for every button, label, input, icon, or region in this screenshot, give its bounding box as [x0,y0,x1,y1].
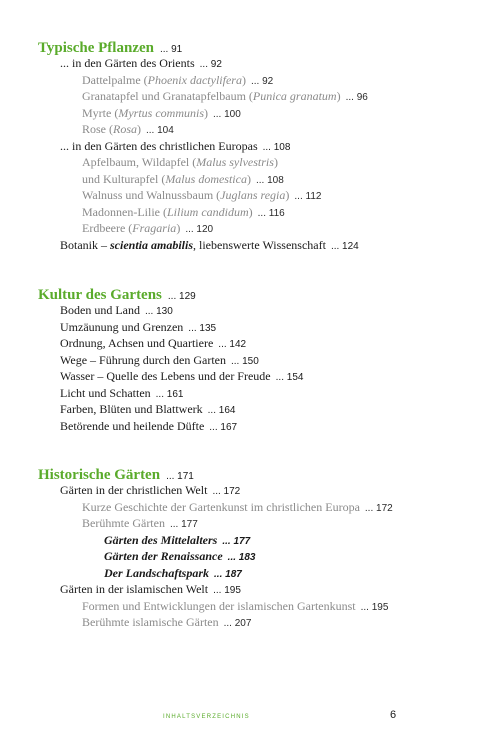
entry-text: ... in den Gärten des christlichen Europas [60,138,258,153]
toc-entry [60,385,183,402]
entry-text-suffix: ) [336,89,341,103]
entry-latin-name: Malus sylvestris [196,155,274,169]
entry-page-number: ... 172 [212,486,241,497]
entry-text-suffix: ) [137,122,141,136]
entry-text-suffix: ) [248,204,253,219]
toc-entry [60,237,359,254]
entry-text-suffix: ) [285,188,290,202]
toc-entry [82,499,393,516]
entry-latin-name: Lilium candidum [166,204,249,219]
footer-label: INHALTSVERZEICHNIS [163,714,250,720]
toc-entry [60,138,290,155]
entry-page-number: ... 195 [213,585,241,596]
toc-entry [60,482,240,499]
entry-text: Formen und Entwicklungen der islamischen Gartenkunst [82,598,356,613]
toc-entry [60,352,259,369]
entry-text: Berühmte Gärten [82,516,165,530]
entry-page-number: ... 92 [199,59,222,70]
toc-entry [60,401,235,418]
toc-entry [82,614,251,631]
entry-page-number: ... 161 [155,388,184,400]
entry-text: Walnuss und Walnussbaum ( [82,188,221,202]
entry-text: Berühmte islamische Gärten [82,615,219,629]
entry-text: Botanik – [60,237,110,252]
entry-page-number: ... 104 [146,125,174,136]
entry-page-number: ... 108 [262,141,291,153]
entry-latin-name: Phoenix dactylifera [147,72,242,87]
entry-page-number: ... 172 [364,502,393,514]
entry-text: Der Landschaftspark [104,565,210,580]
entry-text: Gärten der Renaissance [104,549,223,563]
section-title-text: Kultur des Gartens [38,287,162,303]
entry-latin-name: Myrtus communis [118,105,204,120]
toc-entry [60,418,237,435]
entry-text: Erdbeere ( [82,221,133,235]
toc-entry [82,105,241,122]
entry-page-number: ... 92 [250,75,274,87]
entry-text: ... in den Gärten des Orients [60,56,195,70]
entry-page-number: ... 150 [230,355,259,367]
toc-entry [82,598,388,615]
entry-page-number: ... 195 [360,601,389,613]
entry-page-number: ... 135 [188,322,217,334]
entry-page-number: ... 124 [330,240,359,252]
toc-entry [82,88,368,105]
entry-latin-name: Malus domestica [165,171,247,186]
toc-entry [82,220,213,237]
toc-entry [60,55,222,72]
entry-text: Wege – Führung durch den Garten [60,352,226,367]
entry-page-number: ... 154 [275,372,304,383]
toc-entry [104,548,255,565]
entry-text-suffix: ) [273,155,278,169]
entry-text: Dattelpalme ( [82,72,148,87]
toc-entry [82,515,198,532]
entry-page-number: ... 187 [214,568,242,580]
entry-text: Licht und Schatten [60,385,151,400]
entry-page-number: ... 183 [227,552,256,563]
entry-page-number: ... 100 [213,108,241,120]
entry-page-number: ... 116 [257,207,285,219]
toc-entry [82,121,174,138]
entry-text-suffix: ) [176,221,181,235]
toc-entry [82,204,285,221]
entry-text: Apfelbaum, Wildapfel ( [82,155,197,169]
entry-text: Wasser – Quelle des Lebens und der Freude [60,369,271,383]
entry-page-number: ... 96 [345,92,368,103]
entry-latin-name: Juglans regia [220,188,286,202]
entry-text: Gärten in der islamischen Welt [60,582,209,596]
toc-entry [60,319,216,336]
toc-entry [60,368,303,385]
section-title-text: Historische Gärten [38,467,161,483]
toc-entry [60,335,246,352]
entry-page-number: ... 112 [294,191,322,202]
entry-text: Ordnung, Achsen und Quartiere [60,336,214,350]
toc-entry [82,187,321,204]
entry-page-number: ... 130 [145,306,173,317]
entry-page-number: ... 142 [218,339,247,350]
entry-text: Granatapfel und Granatapfelbaum ( [82,89,253,103]
entry-text: Gärten in der christlichen Welt [60,483,208,497]
toc-entry [82,171,284,188]
toc-entry [82,72,273,89]
entry-page-number: ... 207 [223,618,252,629]
entry-text: Rose ( [82,122,113,136]
entry-text: Kurze Geschichte der Gartenkunst im christlichen Europa [82,499,360,514]
entry-text-suffix: ) [241,72,246,87]
page-number: 6 [390,709,397,721]
entry-text: Betörende und heilende Düfte [60,418,205,433]
toc-entry [104,532,250,549]
toc-entry [104,565,242,582]
entry-text: Farben, Blüten und Blattwerk [60,402,203,416]
entry-latin-name: Rosa [113,122,137,136]
entry-text: Umzäunung und Grenzen [60,319,184,334]
entry-page-number: ... 164 [207,405,236,416]
entry-latin-name: Punica granatum [252,89,337,103]
entry-latin-name: Fragaria [132,221,177,235]
toc-entry [82,154,278,171]
entry-text-suffix: ) [204,105,208,120]
toc-entry [60,302,173,319]
entry-text: und Kulturapfel ( [82,171,166,186]
entry-text: Madonnen-Lilie ( [82,204,167,219]
entry-page-number: ... 167 [209,421,238,433]
section-title-text: Typische Pflanzen [38,40,154,56]
section-page-number: ... 91 [159,44,183,55]
entry-text-suffix: ) [246,171,251,186]
entry-text: Boden und Land [60,303,140,317]
entry-page-number: ... 177 [222,535,251,547]
entry-page-number: ... 108 [255,174,284,186]
entry-page-number: ... 177 [169,519,198,530]
entry-text: Gärten des Mittelalters [104,532,218,547]
entry-text: Myrte ( [82,105,119,120]
section-page-number: ... 171 [166,471,194,482]
entry-page-number: ... 120 [185,224,214,235]
section-page-number: ... 129 [167,291,196,302]
entry-latin-name: scientia amabilis [110,237,194,252]
entry-text-suffix: , liebenswerte Wissenschaft [193,237,326,252]
toc-entry [60,581,241,598]
